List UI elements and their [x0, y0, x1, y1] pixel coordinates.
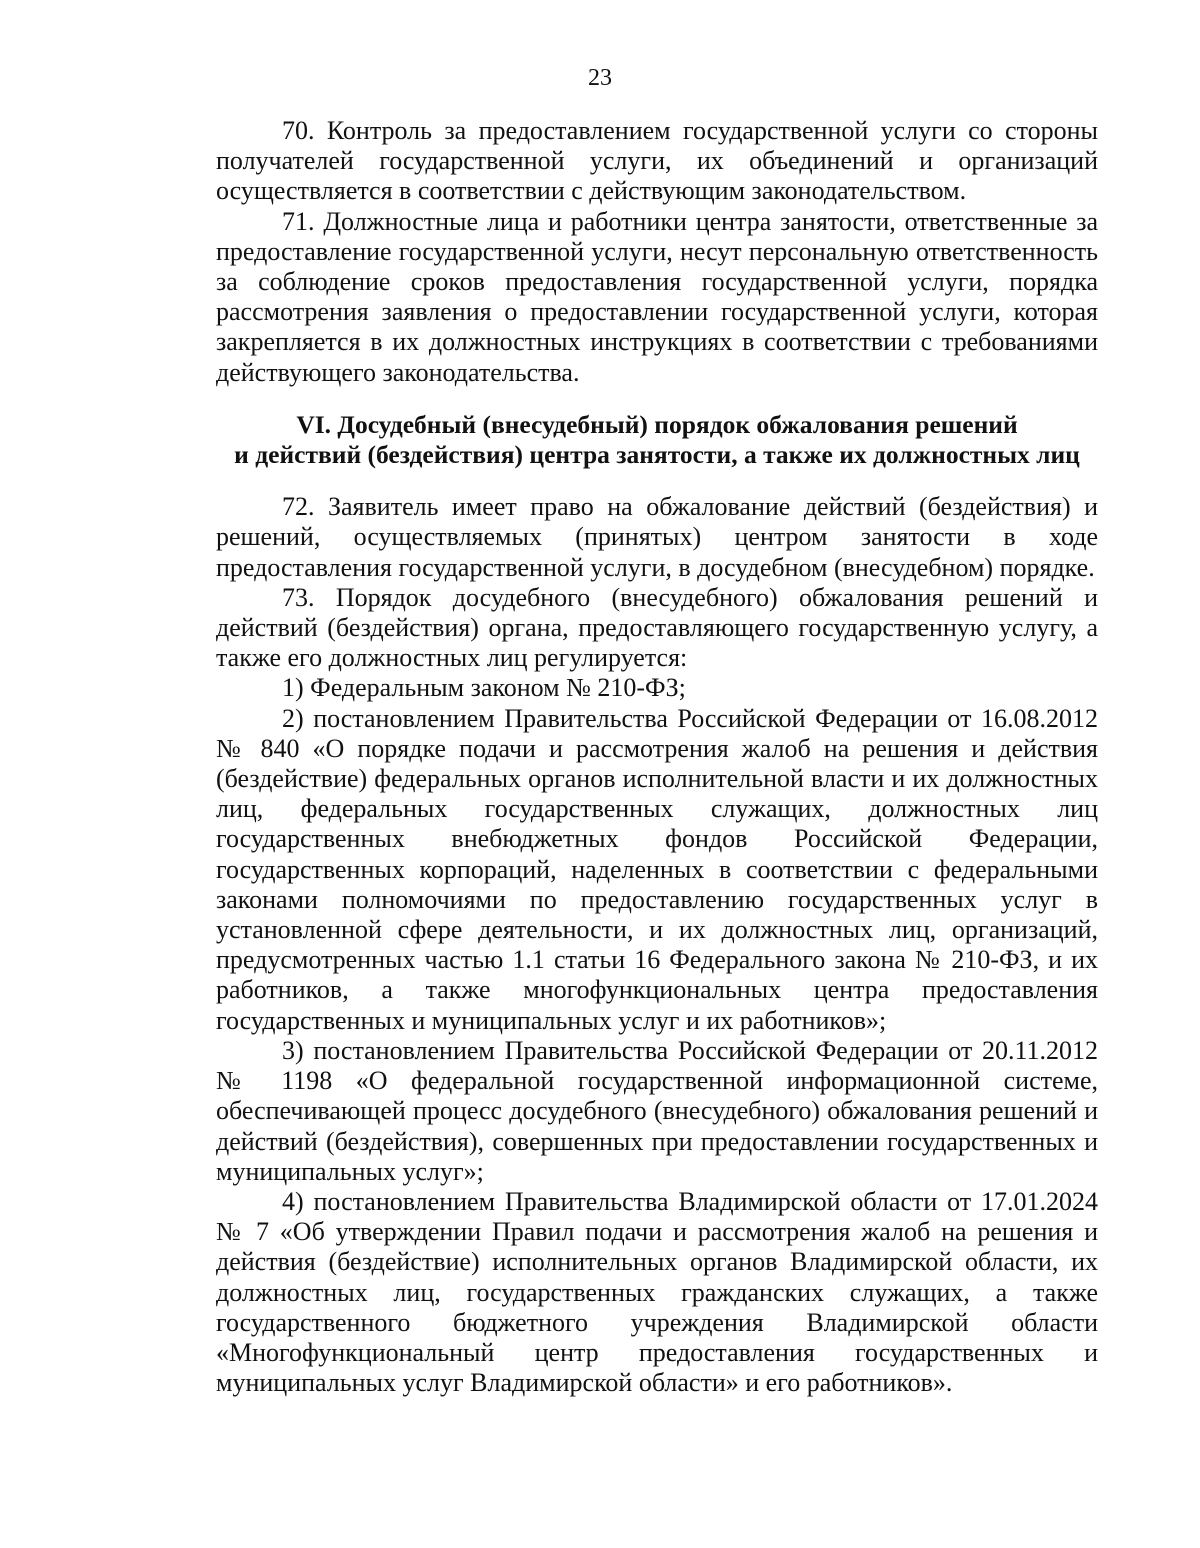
section-heading-line-1: VI. Досудебный (внесудебный) порядок обжалования решений: [296, 409, 1018, 439]
list-item-4: 4) постановлением Правительства Владимирской области от 17.01.2024 № 7 «Об утверждении Правил подачи и рассмотрения жалоб на решения и действия (бездействие) исполнительных органов Владимирской области, их должностных лиц, государственных гражданских служащих, а также государственного бюджетного учреждения Владимирской области «Многофункциональный центр предоставления государственных и муниципальных услуг Владимирской области» и его работников».: [216, 1186, 1098, 1398]
list-item-3: 3) постановлением Правительства Российской Федерации от 20.11.2012 № 1198 «О федеральной государственной информационной системе, обеспечивающей процесс досудебного (внесудебного) обжалования решений и действий (бездействия), совершенных при предоставлении государственных и муниципальных услуг»;: [216, 1035, 1098, 1186]
section-heading-line-2: и действий (бездействия) центра занятости, а также их должностных лиц: [234, 440, 1080, 470]
section-heading: [216, 410, 1098, 470]
paragraph-71: 71. Должностные лица и работники центра занятости, ответственные за предоставление государственной услуги, несут персональную ответственность за соблюдение сроков предоставления государственной услуги, порядка рассмотрения заявления о предоставлении государственной услуги, которая закрепляется в их должностных инструкциях в соответствии с требованиями действующего законодательства.: [216, 206, 1098, 387]
document-body: [216, 116, 1098, 1398]
page-number: 23: [588, 65, 612, 91]
paragraph-73: 73. Порядок досудебного (внесудебного) обжалования решений и действий (бездействия) органа, предоставляющего государственную услугу, а также его должностных лиц регулируется:: [216, 582, 1098, 673]
paragraph-70: 70. Контроль за предоставлением государственной услуги со стороны получателей государственной услуги, их объединений и организаций осуществляется в соответствии с действующим законодательством.: [216, 116, 1098, 206]
list-item-2: 2) постановлением Правительства Российской Федерации от 16.08.2012 № 840 «О порядке подачи и рассмотрения жалоб на решения и действия (бездействие) федеральных органов исполнительной власти и их должностных лиц, федеральных государственных служащих, должностных лиц государственных внебюджетных фондов Российской Федерации, государственных корпораций, наделенных в соответствии с федеральными законами полномочиями по предоставлению государственных услуг в установленной сфере деятельности, и их должностных лиц, организаций, предусмотренных частью 1.1 статьи 16 Федерального закона № 210-ФЗ, и их работников, а также многофункциональных центра предоставления государственных и муниципальных услуг и их работников»;: [216, 703, 1098, 1035]
paragraph-72: 72. Заявитель имеет право на обжалование действий (бездействия) и решений, осуществляемых (принятых) центром занятости в ходе предоставления государственной услуги, в досудебном (внесудебном) порядке.: [216, 492, 1098, 582]
list-item-1: 1) Федеральным законом № 210-ФЗ;: [282, 673, 686, 703]
